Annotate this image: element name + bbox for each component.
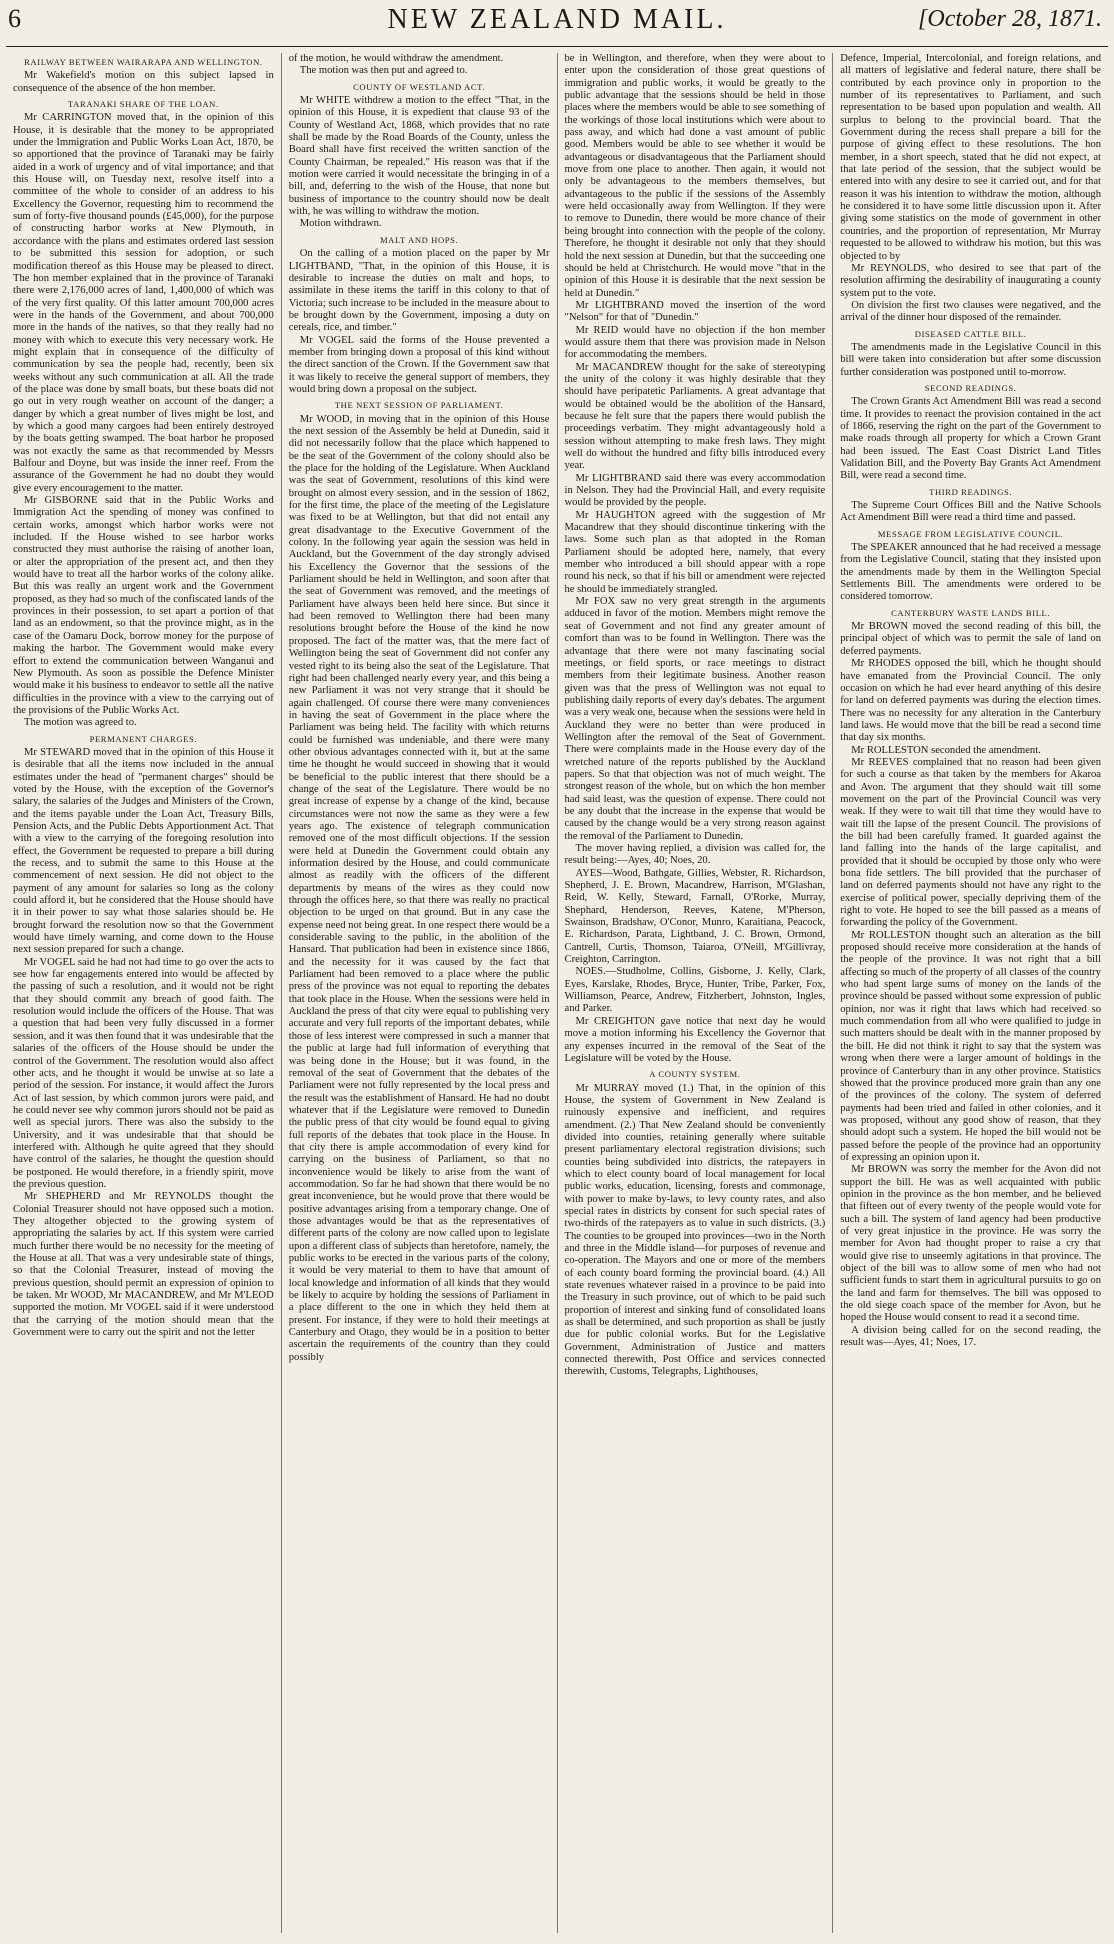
paragraph: Motion withdrawn. <box>299 218 382 230</box>
column-3 <box>557 53 833 1933</box>
paragraph: Mr SHEPHERD and Mr REYNOLDS thought the Colonial Treasurer should not have opposed such a motion. They altogether objected to the growing system of appropriating the salaries by act. If this system were carried much further there would be no necessity for the meeting of the House at all. That was a very undesirable state of things, so that the Colonial Treasurer, instead of moving the previous question, should permit an expression of opinion to be taken. Mr WOOD, Mr MACANDREW, and Mr M'LEOD supported the motion. Mr VOGEL said if it were understood that the carrying of the motion should mean that the Government were to carry out the spirit and not the letter <box>13 1191 274 1339</box>
section-heading: DISEASED CATTLE BILL. <box>914 328 1027 339</box>
paragraph: Mr RHODES opposed the bill, which he thought should have emanated from the Provincial Council. The only occasion on which he had ever heard anything of this desire for land on deferred payments was during the election times. There was no necessity for any alteration in the Canterbury land laws. He would move that the bill be read a second time that day six months. <box>840 658 1101 744</box>
paragraph: On the calling of a motion placed on the paper by Mr LIGHTBAND, "That, in the opinion of this House, it is desirable to increase the duties on malt and hops, to assimilate in these items the tariff in this colony to that of Victoria; such increase to be included in the measure about to be brought down by the Government, imposing a duty on cereals, rice, and timber." <box>288 248 550 334</box>
column-2 <box>281 53 557 1933</box>
newspaper-title: NEW ZEALAND MAIL. <box>387 4 727 35</box>
paragraph: On division the first two clauses were negatived, and the arrival of the dinner hour disposed of the remainder. <box>840 299 1101 324</box>
masthead <box>6 0 1108 47</box>
paragraph: The Crown Grants Act Amendment Bill was read a second time. It provides to reenact the provision contained in the act of 1866, reserving the right on the part of the Government to make roads through all property for which a Crown Grant had been issued. The East Coast District Land Titles Validation Bill, and the Poverty Bay Grants Act Amendment Bill, were read a second time. <box>840 396 1101 482</box>
paragraph: Mr LIGHTBRAND said there was every accommodation in Nelson. They had the Provincial Hall, and every requisite would be provided by the people. <box>564 472 826 509</box>
paragraph: The SPEAKER announced that he had received a message from the Legislative Council, stating that they insisted upon the amendments made by them in the Wellington Special Settlements Bill. The amendments were ordered to be considered tomorrow. <box>840 542 1101 603</box>
paragraph: Mr HAUGHTON agreed with the suggestion of Mr Macandrew that they should discontinue tinkering with the laws. Some such plan as that adopted in the Roman Parliament should be adopted here, namely, that every member who introduced a bill should appear with a rope round his neck, so that if his bill or amendment were rejected he should be immediately strangled. <box>564 509 826 595</box>
paragraph: Mr WHITE withdrew a motion to the effect "That, in the opinion of this House, it is expedient that clause 93 of the County of Westland Act, 1868, which provides that no rate shall be made by the Road Boards of the County, unless the Board shall have first received the written sanction of the County Chairman, be repealed." His reason was that if the motion were carried it would necessitate the bringing in of a bill, and, deferring to the wish of the House, that none but business of importance to the country should now be dealt with, he was willing to withdraw the motion. <box>288 95 550 218</box>
paragraph: Mr CREIGHTON gave notice that next day he would move a motion informing his Excellency the Governor that any expenses incurred in the removal of the Seat of the Legislature will be voted by the House. <box>564 1015 826 1064</box>
paragraph: The motion was agreed to. <box>24 717 137 729</box>
paragraph: Mr STEWARD moved that in the opinion of this House it is desirable that all the items now included in the annual estimates under the head of "permanent charges" should be voted by the House, with the exception of the Governor's salary, the salaries of the Judges and Ministers of the Crown, and the items payable under the Loan Act, Treasury Bills, Pension Acts, and the Public Debts Apportionment Act. That with a view to the carrying of the foregoing resolution into effect, the Government be requested to prepare a bill during the recess, and to submit the same to this House at the commencement of next session. He did not object to the payment of any amount for salaries so long as the colony could afford it, but he considered that the House should have it in their power to say what those salaries should be. He brought forward the resolution now so that the Government would have timely warning, and come down to the House next session prepared for such a change. <box>13 746 274 956</box>
paragraph: Mr REEVES complained that no reason had been given for such a course as that taken by the members for Akaroa and Avon. The argument that they should wait till some movement on the part of the Provincial Council was very weak. If they were to wait till that time they would have to wait till the lapse of the present Council. The provisions of the bill had been carefully framed. It guarded against the land falling into the hands of the large capitalist, and provided that it should be occupied by those only who were bona fide settlers. The bill provided that the purchaser of land on deferred payments should not have any right to the exercise of political power, specially depriving them of the right to vote. He hoped to see the bill passed as a means of forwarding the policy of the Government. <box>840 756 1101 929</box>
paragraph: Mr ROLLESTON thought such an alteration as the bill proposed should receive more consideration at the hands of the people of the province. It was not right that a bill affecting so much of the property of all classes of the country who had spent large sums of money on the lands of the province should be passed without some expression of public opinion, nor was it right that laws which had received so much commendation from all who were qualified to judge in such matters should be dealt with in the manner proposed by the bill. He did not think it right to say that the system was wrong when there were a larger amount of holdings in the province of Canterbury than in any other province. Statistics showed that the province produced more grain than any one of the provinces of the colony. The system of deferred payments had been tried and failed in other colonies, and it was proposed, without any good show of reason, that they should adopt such a system. He hoped the bill would not be passed before the people of the province had an opportunity of expressing an opinion upon it. <box>840 929 1101 1163</box>
paragraph: Mr REYNOLDS, who desired to see that part of the resolution affirming the desirability of inaugurating a county system put to the vote. <box>840 262 1101 299</box>
paragraph: Mr MACANDREW thought for the sake of stereotyping the unity of the colony it was highly desirable that they should have peripatetic Parliaments. A great advantage that would be obtained would be the abolition of the Hansard, because he felt sure that the papers there would publish the proceedings verbatim. They might advantageously hold a session without attempting to make fresh laws. They might well do without the hundred and fifty bills introduced every year. <box>564 361 826 472</box>
paragraph: Mr GISBORNE said that in the Public Works and Immigration Act the spending of money was confined to certain works, amongst which harbor works were not included. If the House wished to see harbor works constructed they must authorise the raising of another loan, or alter the appropriation of the present act, and then they would have to treat all the harbor works of the colony alike. But this was really an urgent work and the Government proposed, as they had so much of the confiscated lands of the provinces in their possession, to set apart a portion of that land as an endowment, so that the province might, as in the case of the Oamaru Dock, borrow money for the purpose of making the harbor. The Government would make every effort to extend the communication between Wanganui and New Plymouth. As soon as possible the Defence Minister would make it his business to endeavor to settle all the native difficulties in the province with a view to the carrying out of the provisions of the Public Works Act. <box>13 495 274 716</box>
paragraph: The Supreme Court Offices Bill and the Native Schools Act Amendment Bill were read a third time and passed. <box>840 500 1101 524</box>
paragraph: Defence, Imperial, Intercolonial, and foreign relations, and all matters of legislative and federal nature, there shall be contributed by each province only in proportion to the number of its representatives to Parliament, and such representation to be based upon population and wealth. All surplus to belong to the provincial board. That the Government during the recess shall prepare a bill for the purpose of giving effect to these resolutions. The hon member, in a short speech, stated that he did not expect, at that late period of the session, that the subject would be entered into with any desire to see it carried out, and for that reason it was his intention to withdraw the motion, although he considered it to have some little discussion upon it. After giving some statistics on the mode of government in other countries, and the proportion of representation, Mr Murray requested to be allowed to withdraw his motion, but this was objected to by <box>840 53 1101 262</box>
paragraph: Mr WOOD, in moving that in the opinion of this House the next session of the Assembly be held at Dunedin, said it did not necessarily follow that the place which happened to be the seat of the Government of the colony should also be the place for the holding of the Legislature. When Auckland was the seat of Government, resolutions of this kind were brought on almost every session, and in the session of 1862, for the first time, the place of the meeting of the Legislature was fixed to be at Wellington, but that did not entail any great disadvantage to the Executive Government of the colony. In the following year again the session was held in Auckland, but the Government of the day strongly advised his Excellency the Governor that the sessions of the Parliament should be held in Wellington, and soon after that the seat of Government was removed, and the meetings of Parliament have always been held here since. But since it had been removed to Wellington there had been many resolutions brought before the House of the kind he now proposed. The fact of the matter was, that the mere fact of Wellington being the seat of Government did not confer any vested right to its being also the seat of the Legislature. That right had been challenged nearly every year, and this being a new Parliament it was not very strange that it should be again challenged. Of course there were many conveniences in having the seat of Government in the place where the Parliament was being held. The facility with which returns could be furnished was undeniable, and there were many other obvious advantages connected with it, but at the same time he thought he would succeed in showing that it would be beneficial to the public interest that there should be a change of the seat of the Legislature. There would be no great increase of expense by a change of the kind, because circumstances were not now the same as they were a few years ago. The existence of telegraph communication removed one of the most difficult objections. If the session were held at Dunedin the Government could obtain any information desired by the House, and could communicate almost as readily with the officers of the different departments by means of the wires as they could now through the offices here, so that there was really no practical objection to be urged on that ground. But in any case the expense need not being great. In one respect there would be a considerable saving to the public, in the abolition of the Hansard. That publication had been in existence since 1866, and the necessity for it was caused by the fact that Parliament had been removed to a place where the public press of the province was not equal to reporting the debates that took place in the House. When the sessions were held in Auckland the press of that city were equal to publishing very accurate and very full reports of the important debates, while those of less interest were compressed in such a manner that the public at large had full information of everything that was being done in the House; but it was found, in the removal of the seat of Government that the debates of the Parliament were not fully represented by the local press and the result was the establishment of Hansard. He had no doubt whatever that if the Legislature were removed to Dunedin the public press of that city would be found equal to giving full reports of the debates that took place in the House. In that city there is ample accommodation of every kind for carrying on the business of Parliament, so that no inconvenience would be likely to arise from the want of accommodation. So far he had shown that there would be no great inconvenience, but he would prove that there would be positive advantages arising from a temporary change. One of those advantages would be that as the representatives of different parts of the colony are now called upon to legislate upon a different class of subjects than heretofore, namely, the public works to be erected in the various parts of the colony, it would be very material to them to have that amount of local knowledge and information of all kinds that they would be likely to acquire by holding the sessions of Parliament in a place different to the one in which they held them at present. For instance, if they were to hold their meetings at Canterbury and Otago, they would be in a position to better ascertain the requirements of the country than they could possibly <box>288 413 550 1363</box>
section-heading: PERMANENT CHARGES. <box>89 733 198 744</box>
paragraph: Mr FOX saw no very great strength in the arguments adduced in favor of the motion. Members might remove the seat of Government and not find any greater amount of comfort than was to be found in Wellington. There was the advantage that there were not many fascinating social meetings, or field sports, or race meetings to distract members from their legitimate business. Another reason given was that the press of Wellington was not equal to publishing daily reports of every day's debates. The argument was a very weak one, because when the sessions were held in Auckland they were no better than were produced in Wellington after the removal of the Seat of Government. There were complaints made in the House every day of the wretched nature of the reports published by the Auckland papers. So that that objection was not of much weight. The strongest reason of the whole, but on which the hon member had said least, was the question of expense. There could not be any doubt that the increase in the expense that would be caused by the change would be a very strong reason against the removal of the Parliament to Dunedin. <box>564 596 826 842</box>
paragraph: Mr VOGEL said he had not had time to go over the acts to see how far engagements entered into would be affected by the passing of such a resolution, and it would not be right that they should commit any breach of good faith. The resolution would include the officers of the House. That was a question that had been very fully discussed in a former session, and it was then found that it was undesirable that the salaries of the officers of the House should be under the control of the Government. The resolution would also affect other acts, and he thought it would be unwise at so late a period of the session. For instance, it would affect the Jurors Act of last session, by which common jurors were paid, and he could never see why common jurors should not be paid as well as special jurors. There was also the subsidy to the University, and it was undesirable that that should be interfered with. Although he quite agreed that they should have control of the salaries, he thought the question should be postponed. He would therefore, in a friendly spirit, move the previous question. <box>13 956 274 1190</box>
section-heading: TARANAKI SHARE OF THE LOAN. <box>68 99 219 110</box>
paragraph: Mr MURRAY moved (1.) That, in the opinion of this House, the system of Government in New Zealand is ruinously expensive and inefficient, and requires amendment. (2.) That New Zealand should be conveniently divided into counties, retaining generally where suitable present parliamentary electoral registration divisions; such counties being subdivided into districts, the ratepayers in which to elect county board of local management for local public works, education, licensing, forests and commonage, with power to make by-laws, to levy county rates, and also special rates in districts by consent for such special rates of two-thirds of the ratepayers as to value in such districts. (3.) The counties to be grouped into provinces—two in the North and three in the Middle island—for purposes of revenue and co-operation. The Mayors and one or more of the members of each county board forming the provincial board. (4.) All state revenues whatever raised in a province to be paid into the Treasury in such province, out of which to be paid such proportion of interest and sinking fund of consolidated loans as shall be determined, and such proportion as shall be justly due for public colonial works. But for the Legislative Government, Administration of Justice and matters connected therewith, Post Office and services connected therewith, Customs, Telegraphs, Lighthouses, <box>564 1082 826 1378</box>
paragraph: The motion was then put and agreed to. <box>299 65 468 77</box>
section-heading: A COUNTY SYSTEM. <box>649 1069 741 1080</box>
paragraph: The amendments made in the Legislative Council in this bill were taken into consideration but after some discussion further consideration was postponed until to-morrow. <box>840 341 1101 378</box>
issue-date: [October 28, 1871. <box>918 6 1102 32</box>
section-heading: MALT AND HOPS. <box>379 234 459 245</box>
section-heading: COUNTY OF WESTLAND ACT. <box>353 81 486 92</box>
paragraph: Mr Wakefield's motion on this subject lapsed in consequence of the absence of the hon member. <box>13 70 274 94</box>
section-heading: CANTERBURY WASTE LANDS BILL. <box>891 607 1051 618</box>
page-number: 6 <box>8 4 21 33</box>
section-heading: THIRD READINGS. <box>929 486 1013 497</box>
section-heading: SECOND READINGS. <box>924 382 1017 393</box>
paragraph: Mr CARRINGTON moved that, in the opinion of this House, it is desirable that the money to be appropriated under the Immigration and Public Works Loan Act, 1870, be so apportioned that the province of Taranaki may be fairly aided in a work of urgency and of vital importance; and that this House will, on Tuesday next, resolve itself into a committee of the whole to consider of an address to his Excellency the Governor, requesting him to recommend the sum of forty-five thousand pounds (£45,000), for the purpose of constructing harbor works at New Plymouth, in accordance with the plans and estimates ordered last session to be submitted this session for adoption, or such modification thereof as this House may be pleased to direct. The hon member explained that in the province of Taranaki there were 2,176,000 acres of land, 1,400,000 of which was of the very first quality. Of this latter amount 700,000 acres were in the hands of the Government, and about 700,000 more in the hands of the natives, so that they really had no money with which to execute this very necessary work. He might explain that in consequence of the difficulty of communication by sea the people had, recently, been six weeks without any such communication at all. All the trade of the place was done by small boats, but these boats did not go out in very rough weather on account of the danger; a danger by which a great number of lives might be lost, and by which a good many cargoes had been entirely destroyed by the boats getting swamped. The boat harbor he proposed was not exactly the same as that recommended by Messrs Balfour and Doyne, but was inside the inner reef. From the assurance of the Government he had no doubt they would give every encouragement to the matter. <box>13 112 274 494</box>
paragraph: Mr VOGEL said the forms of the House prevented a member from bringing down a proposal of this kind without the direct sanction of the Crown. If the Government saw that it was likely to receive the general support of members, they would bring down a proposal on the subject. <box>288 334 550 395</box>
column-4 <box>832 53 1108 1933</box>
paragraph: NOES.—Studholme, Collins, Gisborne, J. Kelly, Clark, Eyes, Karslake, Rhodes, Bryce, Hunter, Tribe, Parker, Fox, Williamson, Pearce, Andrew, Fitzherbert, Johnston, Ingles, and Parker. <box>564 966 826 1015</box>
paragraph: The mover having replied, a division was called for, the result being:—Ayes, 40; Noes, 20. <box>564 843 826 867</box>
paragraph: be in Wellington, and therefore, when they were about to enter upon the consideration of those great questions of immigration and public works, it would be greatly to the public advantage that the sessions should be held in those places where the members would be able to see something of the workings of those local institutions which were about to pass away, and which had done a vast amount of public good. Members would be able to see whether it would be advantageous or disadvantageous that the Parliament should move from one place to another. Then again, it would not only be advantageous to the members themselves, but advantageous to the public if the sessions of the Assembly were held occasionally away from Wellington. If they were to remove to Dunedin, there would be more chance of their being brought into connection with the people of the colony. Therefore, he thought it desirable not only that they should hold the next session at Dunedin, but that the succeeding one should be held at Christchurch. He would move "that in the opinion of this House it is desirable that the next session be held at Dunedin." <box>564 53 826 299</box>
section-heading: MESSAGE FROM LEGISLATIVE COUNCIL. <box>877 528 1064 539</box>
paragraph: Mr ROLLESTON seconded the amendment. <box>851 744 1041 756</box>
paragraph: Mr LIGHTBRAND moved the insertion of the word "Nelson" for that of "Dunedin." <box>564 299 826 324</box>
article-columns <box>6 53 1108 1933</box>
paragraph: of the motion, he would withdraw the amendment. <box>288 53 504 64</box>
paragraph: Mr REID would have no objection if the hon member would assure them that there was provision made in Nelson for accommodating the members. <box>564 324 826 361</box>
section-heading: THE NEXT SESSION OF PARLIAMENT. <box>334 400 504 411</box>
paragraph: AYES—Wood, Bathgate, Gillies, Webster, R. Richardson, Shepherd, J. E. Brown, Macandrew, Harrison, M'Glashan, Reid, W. Kelly, Steward, Farnall, O'Rorke, Murray, Shephard, Henderson, Reeves, Katene, M'Pherson, Swainson, Bradshaw, O'Conor, Munro, Karaitiana, Peacock, E. Richardson, Parata, Lightband, J. C. Brown, Ormond, Cantrell, Curtis, Thomson, Taiaroa, O'Neill, M'Gillivray, Creighton, Carrington. <box>564 867 826 966</box>
paragraph: Mr BROWN moved the second reading of this bill, the principal object of which was to permit the sale of land on deferred payments. <box>840 621 1101 657</box>
paragraph: Mr BROWN was sorry the member for the Avon did not support the bill. He was as well acquainted with public opinion in the province as the hon member, and he believed that fifteen out of every twenty of the people would vote for such a bill. The system of land agency had been productive of very great injustice in the province. He was sorry the member for Avon had thought proper to raise a cry that would give rise to unseemly agitations in that province. The object of the bill was to allow some of men who had not sufficient funds to start them in agricultural pursuits to go on the land and farm for themselves. The bill was opposed to the old siege coach space of the member for Avon, but he hoped the House would consent to read it a second time. <box>840 1164 1101 1324</box>
section-heading: RAILWAY BETWEEN WAIRARAPA AND WELLINGTON. <box>24 57 263 67</box>
paragraph: A division being called for on the second reading, the result was—Ayes, 41; Noes, 17. <box>840 1324 1101 1349</box>
column-1 <box>6 53 281 1933</box>
